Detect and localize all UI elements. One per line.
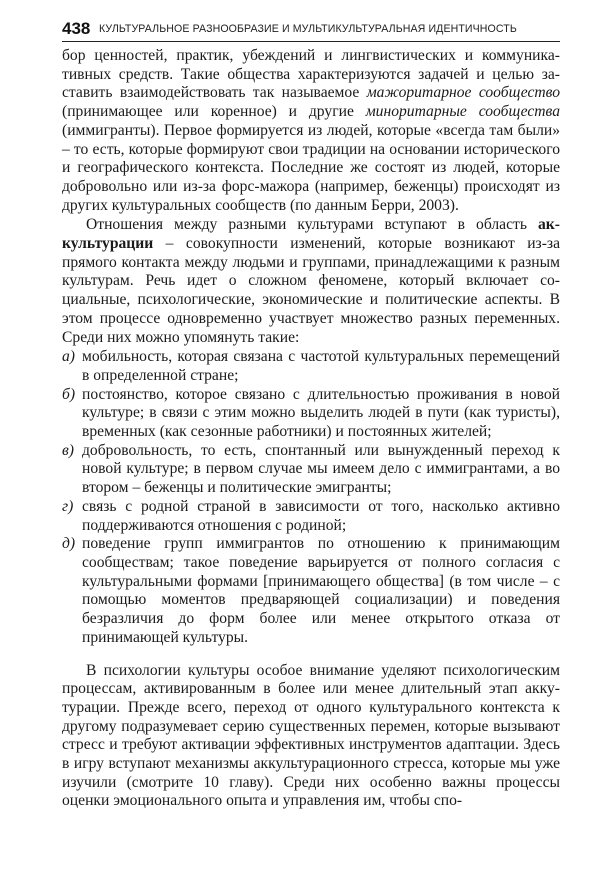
list-item xyxy=(62,348,560,385)
list-item xyxy=(62,535,560,647)
body-text xyxy=(62,47,560,811)
majority-community-term: мажоритарное сообщество xyxy=(366,84,560,102)
paragraph-3 xyxy=(62,662,560,812)
minority-community-term: миноритарные сообщества xyxy=(365,103,560,121)
page-number: 438 xyxy=(62,19,91,38)
list-marker: а) xyxy=(62,348,75,366)
paragraph-1-text-a: бор ценностей, практик, убеждений и лингвистических и коммуникативных средств. Такие общества характеризуются задачей и целью заставить взаимодействовать так называемое xyxy=(62,47,560,102)
list-item-text: связь с родной страной в зависимости от того, насколько активно поддерживаются отношения с родиной; xyxy=(82,497,560,534)
list-item xyxy=(62,498,560,535)
list-item-text: добровольность, то есть, спонтанный или вынужденный переход к новой культуре; в первом случае мы имеем дело с иммигрантами, а во втором – беженцы и политические эмигранты; xyxy=(82,441,560,497)
list-marker: г) xyxy=(62,497,74,515)
acculturation-term: аккультурации xyxy=(62,216,560,253)
list-marker: б) xyxy=(62,385,76,403)
list-item-text: мобильность, которая связана с частотой культуральных перемещений в определенной стране; xyxy=(82,348,560,384)
page-header xyxy=(62,19,560,42)
paragraph-2-text-b: – совокупности изменений, которые возникают из-за прямого контакта между людьми и группами, принадлежащими к разным культурам. Речь идет о сложном феномене, который включает социальные, психологические, экономические и политические аспекты. В этом процессе одновременно участвует множество разных переменных. Среди них можно упомянуть такие: xyxy=(62,235,560,346)
paragraph-3-text: В психологии культуры особое внимание уделяют психологическим процессам, активированным в более или менее длительный этап аккутурации. Прежде всего, переход от одного культурального контекста к другому подразумевает серию существенных перемен, которые вызывают стресс и требуют активации эффективных инструментов адаптации. Здесь в игру вступают механизмы аккультурационного стресса, которые мы уже изучили (смотрите 10 главу). Среди них особенно важны процессы оценки эмоционального опыта и управления им, чтобы спо- xyxy=(62,661,560,810)
paragraph-2 xyxy=(62,216,560,347)
paragraph-1-text-c: (иммигранты). Первое формируется из людей, которые «всегда там были» – то есть, которые формируют свои традиции на основании исторического и географического контекста. Последние же состоят из людей, которые добровольно или из-за форс-мажора (например, беженцы) происходят из других культуральных сообществ (по данным Берри, 2003). xyxy=(62,121,560,214)
paragraph-2-text-a: Отношения между разными культурами вступают в область xyxy=(86,216,538,234)
paragraph-1 xyxy=(62,47,560,215)
variables-list xyxy=(62,348,560,647)
list-marker: в) xyxy=(62,441,74,459)
list-item-text: постоянство, которое связано с длительностью проживания в новой культуре; в связи с этим можно выделить людей в пути (как туристы), временных (как сезонные работники) и постоянных жителей; xyxy=(82,385,560,441)
list-item xyxy=(62,442,560,498)
paragraph-1-text-b: (принимающее или коренное) и другие xyxy=(62,103,366,121)
list-marker: д) xyxy=(62,535,76,553)
running-head: КУЛЬТУРАЛЬНОЕ РАЗНООБРАЗИЕ И МУЛЬТИКУЛЬТУРАЛЬНАЯ ИДЕНТИЧНОСТЬ xyxy=(99,23,517,35)
list-item xyxy=(62,386,560,442)
list-item-text: поведение групп иммигрантов по отношению к принимающим сообществам; такое поведение варьируется от полного согласия с культуральными формами [принимающего общества] (в том числе – с помощью моментов предваряющей социализации) и поведения безразличия до форм более или менее открытого отказа от принимающей культуры. xyxy=(82,535,560,646)
